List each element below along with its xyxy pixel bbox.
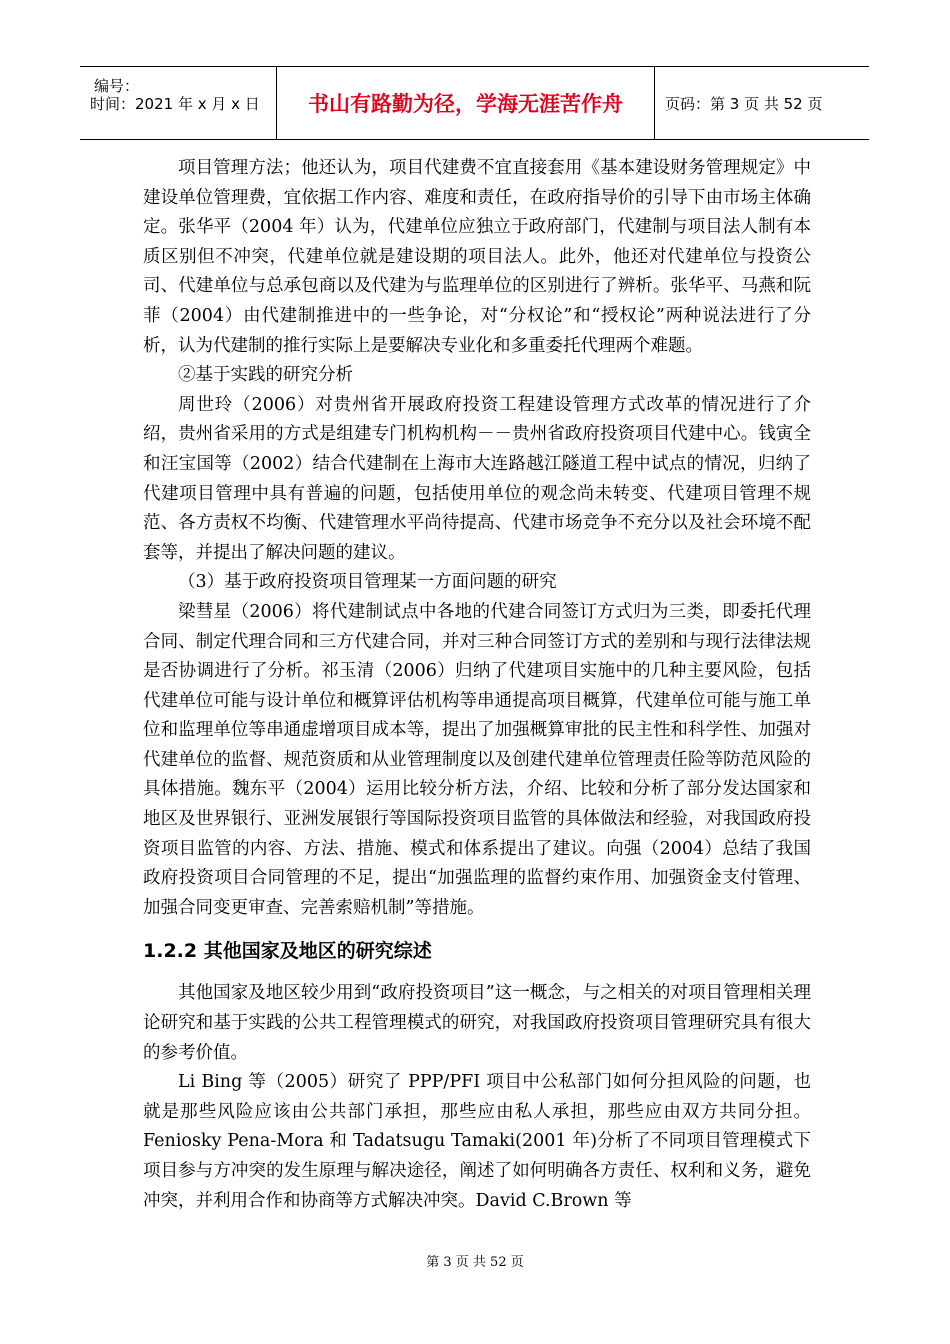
header-meta — [80, 67, 277, 139]
page-footer: 第 3 页 共 52 页 — [426, 1255, 524, 1270]
header-motto: 书山有路勤为径，学海无涯苦作舟 — [277, 67, 655, 139]
page-header — [80, 66, 869, 140]
paragraph-practice: 周世玲（2006）对贵州省开展政府投资工程建设管理方式改革的情况进行了介绍，贵州省采用的方式是组建专门机构机构－－贵州省政府投资项目代建中心。钱寅全和汪宝国等（2002）结合代建制在上海市大连路越江隧道工程中试点的情况，归纳了代建项目管理中具有普遍的问题，包括使用单位的观念尚未转变、代建项目管理不规范、各方责权不均衡、代建管理水平尚待提高、代建市场竞争不充分以及社会环境不配套等，并提出了解决问题的建议。 — [143, 394, 811, 563]
document-number-label: 编号： — [94, 77, 140, 95]
paragraph-theory-continued: 项目管理方法；他还认为，项目代建费不宜直接套用《基本建设财务管理规定》中建设单位管理费，宜依据工作内容、难度和责任，在政府指导价的引导下由市场主体确定。张华平（2004 年）认为，代建单位应独立于政府部门，代建制与项目法人制有本质区别但不冲突，代建单位就是建设期的项目法人。此外，他还对代建单位与投资公司、代建单位与总承包商以及代建为与监理单位的区别进行了辨析。张华平、马燕和阮菲（2004）由代建制推进中的一些争论，对“分权论”和“授权论”两种说法进行了分析，认为代建制的推行实际上是要解决专业化和多重委托代理两个难题。 — [143, 158, 811, 356]
subheading-practice-research: ②基于实践的研究分析 — [178, 365, 353, 386]
document-body — [143, 154, 811, 1216]
subheading-specific-issue-research: （3）基于政府投资项目管理某一方面问题的研究 — [178, 572, 557, 593]
section-heading: 1.2.2 其他国家及地区的研究综述 — [143, 940, 432, 963]
header-page-info: 页码：第 3 页 共 52 页 — [665, 94, 823, 113]
paragraph-other-countries-intro: 其他国家及地区较少用到“政府投资项目”这一概念，与之相关的对项目管理相关理论研究和基于实践的公共工程管理模式的研究，对我国政府投资项目管理研究具有很大的参考价值。 — [143, 983, 811, 1063]
document-date: 时间：2021 年 x 月 x 日 — [90, 95, 260, 113]
paragraph-specific-issues: 梁彗星（2006）将代建制试点中各地的代建合同签订方式归为三类，即委托代理合同、制定代理合同和三方代建合同，并对三种合同签订方式的差别和与现行法律法规是否协调进行了分析。祁玉清（2006）归纳了代建项目实施中的几种主要风险，包括代建单位可能与设计单位和概算评估机构等串通提高项目概算，代建单位可能与施工单位和监理单位等串通虚增项目成本等，提出了加强概算审批的民主性和科学性、加强对代建单位的监督、规范资质和从业管理制度以及创建代建单位管理责任险等防范风险的具体措施。魏东平（2004）运用比较分析方法，介绍、比较和分析了部分发达国家和地区及世界银行、亚洲发展银行等国际投资项目监管的具体做法和经验，对我国政府投资项目监管的内容、方法、措施、模式和体系提出了建议。向强（2004）总结了我国政府投资项目合同管理的不足，提出“加强监理的监督约束作用、加强资金支付管理、加强合同变更审查、完善索赔机制”等措施。 — [143, 601, 811, 918]
paragraph-other-countries-studies: Li Bing 等（2005）研究了 PPP/PFI 项目中公私部门如何分担风险的问题，也就是那些风险应该由公共部门承担，那些应由私人承担，那些应由双方共同分担。Feniosky Pena-Mora 和 Tadatsugu Tamaki(2001 年)分析了不同项目管理模式下项目参与方冲突的发生原理与解决途径，阐述了如何明确各方责任、权利和义务，避免冲突，并利用合作和协商等方式解决冲突。David C.Brown 等 — [143, 1072, 811, 1211]
